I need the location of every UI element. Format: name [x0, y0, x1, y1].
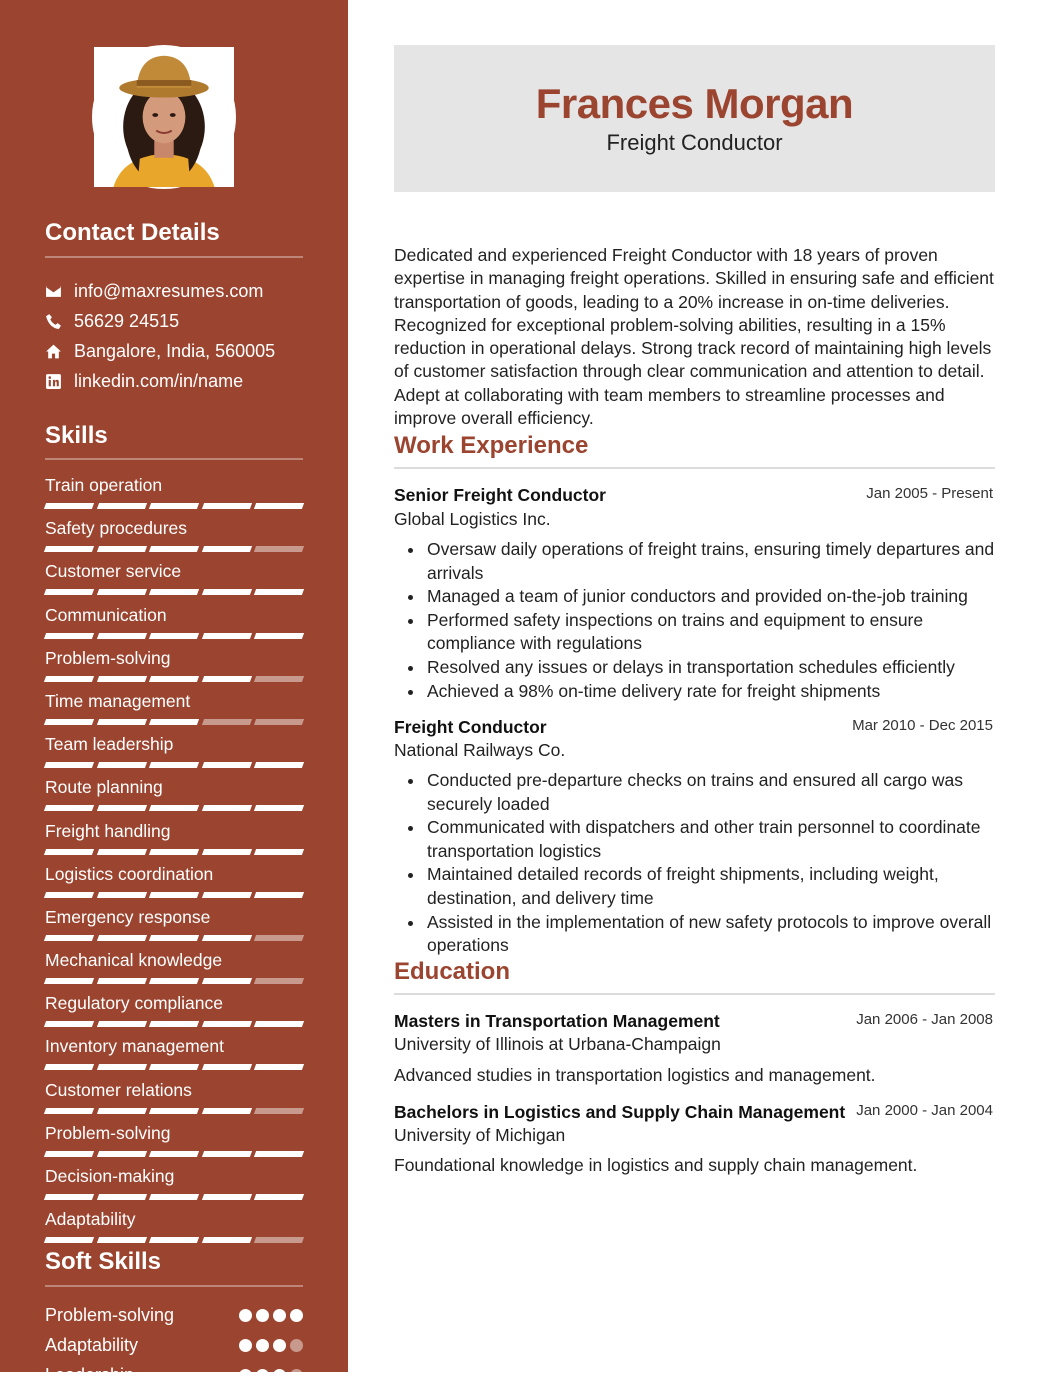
- rating-bar: [254, 546, 304, 552]
- skill-rating: [45, 589, 303, 595]
- skill-item: [45, 1078, 303, 1121]
- rating-bar: [97, 1021, 147, 1027]
- skill-rating: [45, 762, 303, 768]
- rating-bar: [254, 1108, 304, 1114]
- contact-linkedin-text: linkedin.com/in/name: [74, 370, 244, 391]
- work-heading: Work Experience: [394, 432, 589, 459]
- skill-item: [45, 1034, 303, 1077]
- contact-address-text: Bangalore, India, 560005: [74, 340, 276, 361]
- rating-bar: [97, 503, 147, 509]
- rating-dot: [239, 1309, 252, 1322]
- rating-bar: [149, 805, 199, 811]
- rating-bar: [202, 676, 252, 682]
- rating-bar: [254, 503, 304, 509]
- rating-bar: [254, 805, 304, 811]
- rating-bar: [202, 503, 252, 509]
- list-item: Oversaw daily operations of freight trains, ensuring timely departures and arrivals: [394, 538, 995, 585]
- rating-bar: [97, 589, 147, 595]
- summary: Dedicated and experienced Freight Conductor with 18 years of proven expertise in managing freight operations. Skilled in ensuring safe and efficient transportation of goods, leading to a 20% increase in on-time deliveries. Recognized for exceptional problem-solving abilities, resulting in a 15% reduction in operational delays. Strong track record of maintaining high levels of customer satisfaction through clear communication and attention to detail. Adept at collaborating with team members to streamline processes and improve overall efficiency.: [394, 245, 994, 429]
- rating-dot: [273, 1339, 286, 1352]
- rating-bar: [97, 762, 147, 768]
- rating-dot: [273, 1369, 286, 1382]
- rating-bar: [97, 805, 147, 811]
- skill-rating: [45, 1237, 303, 1243]
- rating-bar: [254, 633, 304, 639]
- skill-rating: [45, 719, 303, 725]
- rating-bar: [149, 762, 199, 768]
- job-bullets: [394, 769, 995, 958]
- skill-rating: [45, 935, 303, 941]
- divider: [45, 458, 303, 460]
- skill-rating: [45, 633, 303, 639]
- header: [394, 45, 995, 192]
- rating-bar: [254, 676, 304, 682]
- skill-rating: [45, 849, 303, 855]
- skill-rating: [45, 1064, 303, 1070]
- rating-bar: [254, 762, 304, 768]
- degree-dates: Jan 2006 - Jan 2008: [856, 1011, 993, 1028]
- skill-name: Decision-making: [45, 1166, 175, 1186]
- skill-item: [45, 948, 303, 991]
- rating-bar: [44, 1237, 94, 1243]
- rating-bar: [44, 503, 94, 509]
- rating-bar: [149, 1108, 199, 1114]
- degree-title: Masters in Transportation Management: [394, 1011, 720, 1031]
- rating-bar: [97, 1151, 147, 1157]
- soft-skill-item: [45, 1330, 303, 1360]
- linkedin-icon: [45, 371, 74, 391]
- degree-title: Bachelors in Logistics and Supply Chain Management: [394, 1102, 846, 1122]
- rating-bar: [149, 1064, 199, 1070]
- skill-rating: [45, 1151, 303, 1157]
- skill-name: Adaptability: [45, 1209, 136, 1230]
- rating-bar: [149, 503, 199, 509]
- rating-bar: [149, 1151, 199, 1157]
- rating-bar: [97, 546, 147, 552]
- rating-bar: [254, 1064, 304, 1070]
- rating-dot: [273, 1309, 286, 1322]
- rating-bar: [44, 849, 94, 855]
- contact-phone-text: 56629 24515: [74, 310, 180, 331]
- skill-name: Time management: [45, 690, 191, 711]
- skill-item: [45, 646, 303, 689]
- rating-bar: [97, 935, 147, 941]
- rating-bar: [254, 589, 304, 595]
- rating-bar: [202, 805, 252, 811]
- skill-name: Logistics coordination: [45, 863, 214, 884]
- job-title: Senior Freight Conductor: [394, 485, 606, 505]
- email-icon: [45, 281, 74, 301]
- rating-bar: [149, 849, 199, 855]
- rating-bar: [44, 1064, 94, 1070]
- divider: [45, 1285, 303, 1287]
- soft-skill-name: Adaptability: [45, 1334, 139, 1355]
- rating-bar: [97, 849, 147, 855]
- job-company: Global Logistics Inc.: [394, 509, 551, 529]
- phone-icon: [45, 311, 74, 331]
- job-dates: Mar 2010 - Dec 2015: [852, 717, 993, 734]
- skill-item: [45, 516, 303, 559]
- skill-item: [45, 1207, 303, 1250]
- skill-rating: [45, 1108, 303, 1114]
- list-item: Conducted pre-departure checks on trains and ensured all cargo was securely loaded: [394, 769, 995, 816]
- school-name: University of Illinois at Urbana-Champaign: [394, 1034, 721, 1054]
- rating-bar: [202, 546, 252, 552]
- contact-email-text: info@maxresumes.com: [74, 280, 264, 301]
- skill-name: Train operation: [45, 475, 163, 495]
- rating-bar: [202, 849, 252, 855]
- rating-bar: [44, 1194, 94, 1200]
- skill-rating: [45, 892, 303, 898]
- skill-rating: [45, 503, 303, 509]
- skill-item: [45, 905, 303, 948]
- soft-skills-list: [45, 1300, 303, 1390]
- rating-bar: [202, 935, 252, 941]
- rating-bar: [254, 1194, 304, 1200]
- skill-name: Mechanical knowledge: [45, 950, 223, 971]
- rating-bar: [202, 589, 252, 595]
- rating-bar: [149, 633, 199, 639]
- rating-bar: [149, 1021, 199, 1027]
- rating-dot: [239, 1369, 252, 1382]
- contact-list: [45, 276, 315, 396]
- rating-bar: [149, 589, 199, 595]
- candidate-name: Frances Morgan: [535, 80, 854, 127]
- rating-bar: [149, 719, 199, 725]
- rating-bar: [44, 546, 94, 552]
- rating-dot: [290, 1339, 303, 1352]
- rating-bar: [44, 1151, 94, 1157]
- job-title: Freight Conductor: [394, 717, 547, 737]
- list-item: Achieved a 98% on-time delivery rate for freight shipments: [394, 680, 995, 704]
- rating-bar: [254, 935, 304, 941]
- degree-description: Advanced studies in transportation logistics and management.: [394, 1065, 876, 1085]
- rating-bar: [97, 892, 147, 898]
- rating-bar: [202, 1108, 252, 1114]
- skill-item: [45, 819, 303, 862]
- rating-bar: [202, 1237, 252, 1243]
- skill-name: Inventory management: [45, 1036, 224, 1057]
- avatar: [92, 45, 236, 189]
- rating-bar: [254, 978, 304, 984]
- degree-description: Foundational knowledge in logistics and supply chain management.: [394, 1155, 918, 1175]
- rating-bar: [149, 978, 199, 984]
- rating-bar: [202, 1021, 252, 1027]
- list-item: Managed a team of junior conductors and provided on-the-job training: [394, 585, 995, 609]
- contact-linkedin[interactable]: [45, 366, 315, 396]
- skill-item: [45, 473, 303, 516]
- job-dates: Jan 2005 - Present: [866, 485, 993, 502]
- rating-bar: [44, 1108, 94, 1114]
- soft-skill-rating: [239, 1339, 303, 1352]
- rating-bar: [44, 1021, 94, 1027]
- education-heading: Education: [394, 958, 511, 985]
- skills-list: [45, 473, 303, 1250]
- profile-photo: [94, 47, 234, 187]
- rating-bar: [44, 676, 94, 682]
- candidate-title: Freight Conductor: [606, 130, 783, 155]
- divider: [45, 256, 303, 258]
- rating-bar: [44, 805, 94, 811]
- rating-bar: [44, 892, 94, 898]
- skill-name: Route planning: [45, 777, 163, 798]
- rating-bar: [254, 849, 304, 855]
- skill-item: [45, 603, 303, 646]
- list-item: Resolved any issues or delays in transportation schedules efficiently: [394, 656, 995, 680]
- rating-bar: [202, 719, 252, 725]
- rating-bar: [97, 719, 147, 725]
- rating-bar: [202, 633, 252, 639]
- rating-dot: [239, 1339, 252, 1352]
- rating-bar: [44, 935, 94, 941]
- skill-item: [45, 732, 303, 775]
- rating-bar: [202, 892, 252, 898]
- rating-bar: [254, 719, 304, 725]
- skill-item: [45, 1164, 303, 1207]
- rating-bar: [97, 978, 147, 984]
- list-item: Maintained detailed records of freight shipments, including weight, destination, and delivery time: [394, 863, 995, 910]
- skill-name: Problem-solving: [45, 1122, 171, 1143]
- rating-bar: [97, 1064, 147, 1070]
- rating-dot: [256, 1369, 269, 1382]
- rating-dot: [256, 1309, 269, 1322]
- skill-item: [45, 991, 303, 1034]
- skill-item: [45, 775, 303, 818]
- rating-bar: [254, 892, 304, 898]
- rating-dot: [256, 1339, 269, 1352]
- rating-bar: [97, 633, 147, 639]
- school-name: University of Michigan: [394, 1125, 566, 1145]
- skill-rating: [45, 1194, 303, 1200]
- job-bullets: [394, 538, 995, 703]
- divider: [394, 467, 995, 469]
- skill-name: Customer relations: [45, 1079, 192, 1100]
- rating-bar: [97, 1108, 147, 1114]
- sidebar: [0, 0, 348, 1385]
- rating-bar: [44, 719, 94, 725]
- contact-address: [45, 336, 315, 366]
- soft-skills-heading: Soft Skills: [45, 1248, 162, 1275]
- rating-dot: [290, 1369, 303, 1382]
- skill-rating: [45, 1021, 303, 1027]
- rating-bar: [97, 1237, 147, 1243]
- list-item: Communicated with dispatchers and other train personnel to coordinate transportation logistics: [394, 816, 995, 863]
- rating-bar: [202, 1151, 252, 1157]
- divider: [394, 993, 995, 995]
- contact-heading: Contact Details: [45, 219, 220, 246]
- rating-bar: [254, 1237, 304, 1243]
- skill-name: Problem-solving: [45, 647, 171, 668]
- contact-phone[interactable]: [45, 306, 315, 336]
- home-icon: [45, 341, 74, 361]
- skill-name: Safety procedures: [45, 518, 188, 539]
- skill-name: Team leadership: [45, 734, 174, 755]
- soft-skill-rating: [239, 1309, 303, 1322]
- rating-bar: [254, 1151, 304, 1157]
- rating-bar: [149, 892, 199, 898]
- skill-rating: [45, 978, 303, 984]
- skill-name: Emergency response: [45, 906, 211, 927]
- rating-bar: [202, 762, 252, 768]
- rating-bar: [149, 676, 199, 682]
- rating-bar: [44, 633, 94, 639]
- job-company: National Railways Co.: [394, 740, 566, 760]
- skill-name: Communication: [45, 604, 167, 625]
- rating-dot: [290, 1309, 303, 1322]
- rating-bar: [149, 546, 199, 552]
- contact-email[interactable]: [45, 276, 315, 306]
- rating-bar: [202, 978, 252, 984]
- rating-bar: [202, 1064, 252, 1070]
- skill-rating: [45, 805, 303, 811]
- skills-heading: Skills: [45, 422, 108, 449]
- rating-bar: [44, 589, 94, 595]
- rating-bar: [149, 935, 199, 941]
- skill-item: [45, 559, 303, 602]
- rating-bar: [149, 1194, 199, 1200]
- soft-skill-name: Problem-solving: [45, 1304, 175, 1325]
- skill-item: [45, 689, 303, 732]
- skill-name: Customer service: [45, 561, 182, 582]
- skill-name: Regulatory compliance: [45, 993, 224, 1014]
- rating-bar: [44, 762, 94, 768]
- skill-rating: [45, 676, 303, 682]
- list-item: Performed safety inspections on trains and equipment to ensure compliance with regulations: [394, 609, 995, 656]
- rating-bar: [44, 978, 94, 984]
- rating-bar: [97, 676, 147, 682]
- rating-bar: [254, 1021, 304, 1027]
- rating-bar: [202, 1194, 252, 1200]
- rating-bar: [97, 1194, 147, 1200]
- rating-bar: [149, 1237, 199, 1243]
- skill-item: [45, 1121, 303, 1164]
- skill-item: [45, 862, 303, 905]
- soft-skill-item: [45, 1300, 303, 1330]
- soft-skill-item: [45, 1360, 303, 1390]
- skill-rating: [45, 546, 303, 552]
- list-item: Assisted in the implementation of new safety protocols to improve overall operations: [394, 911, 995, 958]
- soft-skill-rating: [239, 1369, 303, 1382]
- degree-dates: Jan 2000 - Jan 2004: [856, 1102, 993, 1119]
- soft-skill-name: Leadership: [45, 1364, 135, 1385]
- skill-name: Freight handling: [45, 820, 171, 841]
